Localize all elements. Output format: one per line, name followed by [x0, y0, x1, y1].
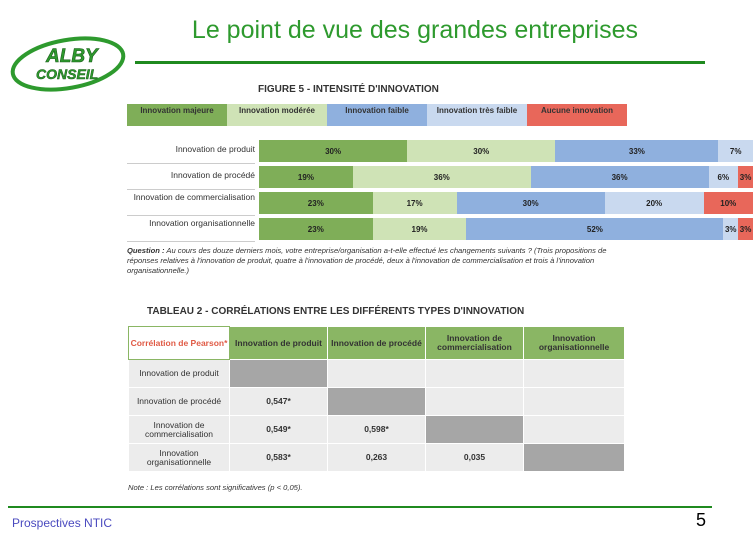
- bar-category-label: Innovation de commercialisation: [133, 192, 255, 202]
- stacked-bar-chart: [127, 138, 752, 242]
- table-cell: [524, 444, 625, 472]
- table-row: [129, 416, 625, 444]
- logo-text-alby: ALBY: [46, 46, 98, 67]
- table-cell: [524, 360, 625, 388]
- table-cell: 0,035: [426, 444, 524, 472]
- table-cell: 0,549*: [230, 416, 328, 444]
- legend-item: Aucune innovation: [527, 104, 627, 126]
- figure-title: FIGURE 5 - INTENSITÉ D'INNOVATION: [258, 84, 439, 95]
- table-cell: [426, 360, 524, 388]
- bar-category-label: Innovation organisationnelle: [149, 218, 255, 228]
- bar-segment: 30%: [259, 140, 407, 162]
- table-corner-label: Corrélation de Pearson*: [129, 327, 230, 360]
- bar-segment: 30%: [457, 192, 605, 214]
- stacked-bar: [259, 192, 753, 214]
- row-divider: [127, 241, 255, 242]
- table-cell: [328, 388, 426, 416]
- bar-segment: 23%: [259, 192, 373, 214]
- table-row: [129, 360, 625, 388]
- bar-segment: 20%: [605, 192, 704, 214]
- table-cell: 0,547*: [230, 388, 328, 416]
- survey-question: Question : Au cours des douze derniers mois, votre entreprise/organisation a-t-elle effectué les changements suivants ? (Trois propositions de réponses relatives à l'innovation de produit, quatre à l'innovation de procédé, deux à l'innovation de commercialisation et trois à l'innovation organisationnelle.): [127, 246, 607, 275]
- bar-segment: 19%: [259, 166, 353, 188]
- table-cell: 0,583*: [230, 444, 328, 472]
- row-divider: [127, 189, 255, 190]
- bar-segment: 17%: [373, 192, 457, 214]
- stacked-bar: [259, 166, 753, 188]
- bar-segment: 7%: [718, 140, 753, 162]
- table-cell: [328, 360, 426, 388]
- table-header-cell: Innovation de procédé: [328, 327, 426, 360]
- bar-segment: 36%: [353, 166, 531, 188]
- table-row-label: Innovation organisationnelle: [129, 444, 230, 472]
- legend-item: Innovation modérée: [227, 104, 327, 126]
- bar-segment: 36%: [531, 166, 709, 188]
- footer-text: Prospectives NTIC: [12, 516, 113, 530]
- table-cell: 0,263: [328, 444, 426, 472]
- table-cell: [426, 416, 524, 444]
- bar-category-label: Innovation de produit: [175, 144, 255, 154]
- table-cell: [524, 388, 625, 416]
- table-row-label: Innovation de commercialisation: [129, 416, 230, 444]
- bar-segment: 3%: [738, 166, 753, 188]
- stacked-bar: [259, 218, 753, 240]
- title-rule: [135, 61, 705, 64]
- chart-legend: [127, 104, 627, 126]
- page-number: 5: [695, 510, 706, 530]
- table-note: Note : Les corrélations sont significatives (p < 0,05).: [128, 483, 303, 492]
- bar-category-label: Innovation de procédé: [170, 170, 255, 180]
- slide-title: Le point de vue des grandes entreprises: [191, 16, 639, 44]
- table-header-row: [129, 327, 625, 360]
- bar-segment: 52%: [466, 218, 723, 240]
- legend-item: Innovation faible: [327, 104, 427, 126]
- bar-segment: 23%: [259, 218, 373, 240]
- table-row: [129, 388, 625, 416]
- table-cell: [524, 416, 625, 444]
- table-cell: [426, 388, 524, 416]
- table-title: TABLEAU 2 - CORRÉLATIONS ENTRE LES DIFFÉRENTS TYPES D'INNOVATION: [147, 306, 525, 317]
- logo-text-conseil: CONSEIL: [36, 66, 99, 82]
- stacked-bar: [259, 140, 753, 162]
- alby-conseil-logo: [8, 32, 130, 94]
- footer-rule: [8, 506, 712, 508]
- table-row: [129, 444, 625, 472]
- correlation-table: [128, 326, 625, 472]
- bar-segment: 30%: [407, 140, 555, 162]
- table-cell: [230, 360, 328, 388]
- bar-segment: 6%: [709, 166, 739, 188]
- row-divider: [127, 163, 255, 164]
- bar-segment: 3%: [723, 218, 738, 240]
- legend-item: Innovation très faible: [427, 104, 527, 126]
- table-header-cell: Innovation de produit: [230, 327, 328, 360]
- table-header-cell: Innovation organisationnelle: [524, 327, 625, 360]
- legend-item: Innovation majeure: [127, 104, 227, 126]
- bar-segment: 10%: [704, 192, 753, 214]
- table-row-label: Innovation de produit: [129, 360, 230, 388]
- table-cell: 0,598*: [328, 416, 426, 444]
- table-header-cell: Innovation de commercialisation: [426, 327, 524, 360]
- table-row-label: Innovation de procédé: [129, 388, 230, 416]
- row-divider: [127, 215, 255, 216]
- bar-segment: 3%: [738, 218, 753, 240]
- bar-segment: 19%: [373, 218, 467, 240]
- bar-segment: 33%: [555, 140, 718, 162]
